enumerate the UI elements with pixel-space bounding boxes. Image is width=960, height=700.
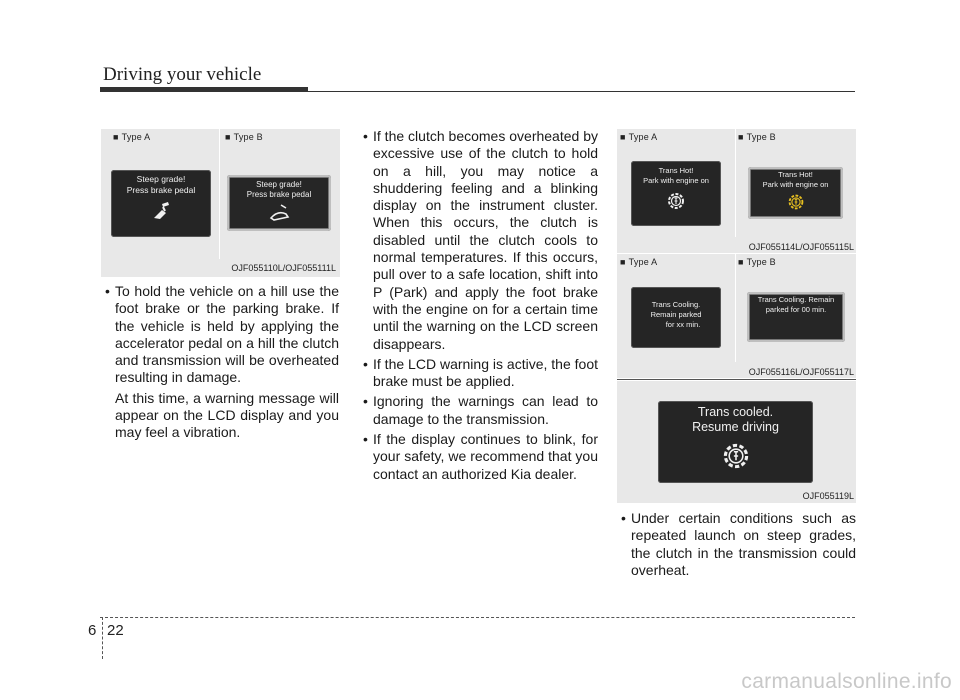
lcd-trans-cooling-type-a (631, 287, 721, 348)
bullet-item: • If the clutch becomes overheated by excessive use of the clutch to hold on a hill, you may notice a shuddering feeling and a blinking display on the instrument cluster. When this occurs, the clutch is disabled until the clutch cools to normal temperatures. If this occurs, pull over to a safe location, shift into P (Park) and apply the foot brake with the engine on for a certain time until the warning on the LCD screen disappears. (363, 128, 598, 352)
figure-divider (735, 129, 736, 237)
lcd-steep-grade-type-a (111, 170, 211, 237)
watermark: carmanualsonline.info (741, 670, 952, 693)
transmission-gear-icon (664, 189, 688, 213)
foot-brake-icon (148, 200, 174, 222)
middle-column-text (359, 128, 598, 486)
lcd-line-1: Trans Cooling. (651, 300, 701, 309)
chapter-number: 6 (88, 622, 97, 639)
lcd-line-2: Remain parked (650, 310, 702, 319)
bullet-item: • Ignoring the warnings can lead to damage to the transmission. (363, 393, 598, 427)
paragraph: At this time, a warning message will appear on the LCD display and you may feel a vibration. (115, 389, 339, 441)
lcd-line-2: Press brake pedal (246, 190, 312, 199)
footer-divider (102, 617, 103, 659)
lcd-trans-hot-type-a (631, 161, 721, 226)
type-a-label: ■ Type A (620, 257, 658, 267)
lcd-line-1: Trans cooled. (697, 405, 774, 419)
figure-code: OJF055119L (802, 491, 854, 501)
figure-trans-hot (617, 129, 856, 253)
type-b-label: ■ Type B (225, 132, 263, 142)
lcd-line-1: Steep grade! (256, 180, 302, 189)
right-column-text (617, 510, 856, 582)
lcd-trans-cooled (658, 401, 813, 483)
lcd-line-1: Trans Cooling. Remain (757, 295, 835, 304)
lcd-line-2: Park with engine on (643, 176, 709, 185)
figure-divider (219, 129, 220, 259)
lcd-line-1: Trans Hot! (658, 166, 694, 175)
figure-separator (617, 379, 856, 380)
page-header-title: Driving your vehicle (103, 64, 262, 85)
bullet-item: • To hold the vehicle on a hill use the foot brake or the parking brake. If the vehicle is held by applying the accelerator pedal on a hill the clutch and transmission will be overheated resulting in damage. (105, 283, 339, 386)
type-b-label: ■ Type B (738, 132, 776, 142)
lcd-trans-hot-type-b (748, 167, 843, 219)
figure-steep-grade (101, 129, 340, 277)
figure-code: OJF055114L/OJF055115L (748, 242, 854, 252)
bullet-item: • If the display continues to blink, for your safety, we recommend that you contact an authorized Kia dealer. (363, 431, 598, 482)
lcd-trans-cooling-type-b (747, 292, 845, 342)
header-rule (100, 91, 855, 92)
lcd-line-2: Park with engine on (762, 180, 829, 189)
bullet-item: • Under certain conditions such as repeated launch on steep grades, the clutch in the transmission could overheat. (621, 510, 856, 578)
figure-divider (735, 254, 736, 362)
left-column-text (101, 283, 339, 445)
type-a-label: ■ Type A (113, 132, 151, 142)
page-number: 22 (107, 622, 124, 639)
figure-trans-cooling (617, 254, 856, 378)
lcd-line-2: Press brake pedal (126, 185, 196, 195)
lcd-line-1: Steep grade! (136, 174, 186, 184)
figure-code: OJF055116L/OJF055117L (748, 367, 854, 377)
lcd-line-2: parked for 00 min. (765, 305, 827, 314)
footer-rule (100, 617, 855, 618)
type-a-label: ■ Type A (620, 132, 658, 142)
lcd-line-2: Resume driving (692, 420, 779, 434)
bullet-item: • If the LCD warning is active, the foot brake must be applied. (363, 355, 598, 390)
figure-code: OJF055110L/OJF055111L (231, 263, 336, 273)
transmission-gear-icon (719, 439, 753, 473)
lcd-steep-grade-type-b (227, 175, 331, 231)
lcd-line-1: Trans Hot! (778, 170, 813, 179)
type-b-label: ■ Type B (738, 257, 776, 267)
lcd-line-3: for xx min. (665, 320, 701, 329)
transmission-gear-icon (785, 191, 807, 213)
foot-brake-icon (266, 202, 292, 222)
figure-trans-cooled (617, 381, 856, 503)
